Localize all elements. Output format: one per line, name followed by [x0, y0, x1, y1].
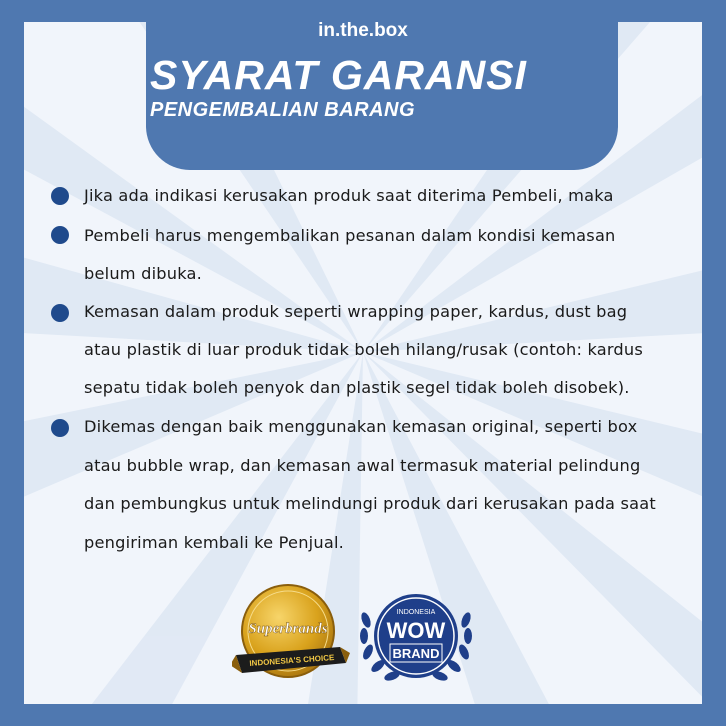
wow-middle-text: WOW [386, 618, 446, 643]
item-text: dan pembungkus untuk melindungi produk dari kerusakan pada saat [84, 494, 656, 513]
item-text: belum dibuka. [84, 264, 202, 283]
item-text: pengiriman kembali ke Penjual. [84, 533, 344, 552]
item-text: Jika ada indikasi kerusakan produk saat diterima Pembeli, maka [84, 186, 614, 205]
superbrands-ribbon: INDONESIA'S CHOICE [249, 653, 335, 668]
superbrands-name: Superbrands [248, 621, 328, 637]
brand-logo: in.the.box [318, 20, 408, 41]
superbrands-badge [232, 581, 352, 691]
wow-top-text: INDONESIA [396, 609, 436, 616]
page-subtitle: PENGEMBALIAN BARANG [150, 99, 416, 121]
wow-brand-badge [358, 580, 474, 692]
item-text: Kemasan dalam produk seperti wrapping paper, kardus, dust bag [84, 302, 628, 321]
item-text: Pembeli harus mengembalikan pesanan dalam kondisi kemasan [84, 226, 616, 245]
item-text: Dikemas dengan baik menggunakan kemasan original, seperti box [84, 417, 638, 436]
bullet-icon [51, 304, 69, 322]
bullet-icon [51, 187, 69, 205]
wow-bottom-text: BRAND [392, 646, 440, 661]
bullet-icon [51, 419, 69, 437]
item-text: atau bubble wrap, dan kemasan awal termasuk material pelindung [84, 456, 641, 475]
page-title: SYARAT GARANSI [150, 52, 527, 98]
item-text: atau plastik di luar produk tidak boleh hilang/rusak (contoh: kardus [84, 340, 643, 359]
item-text: sepatu tidak boleh penyok dan plastik segel tidak boleh disobek). [84, 378, 630, 397]
bullet-icon [51, 226, 69, 244]
